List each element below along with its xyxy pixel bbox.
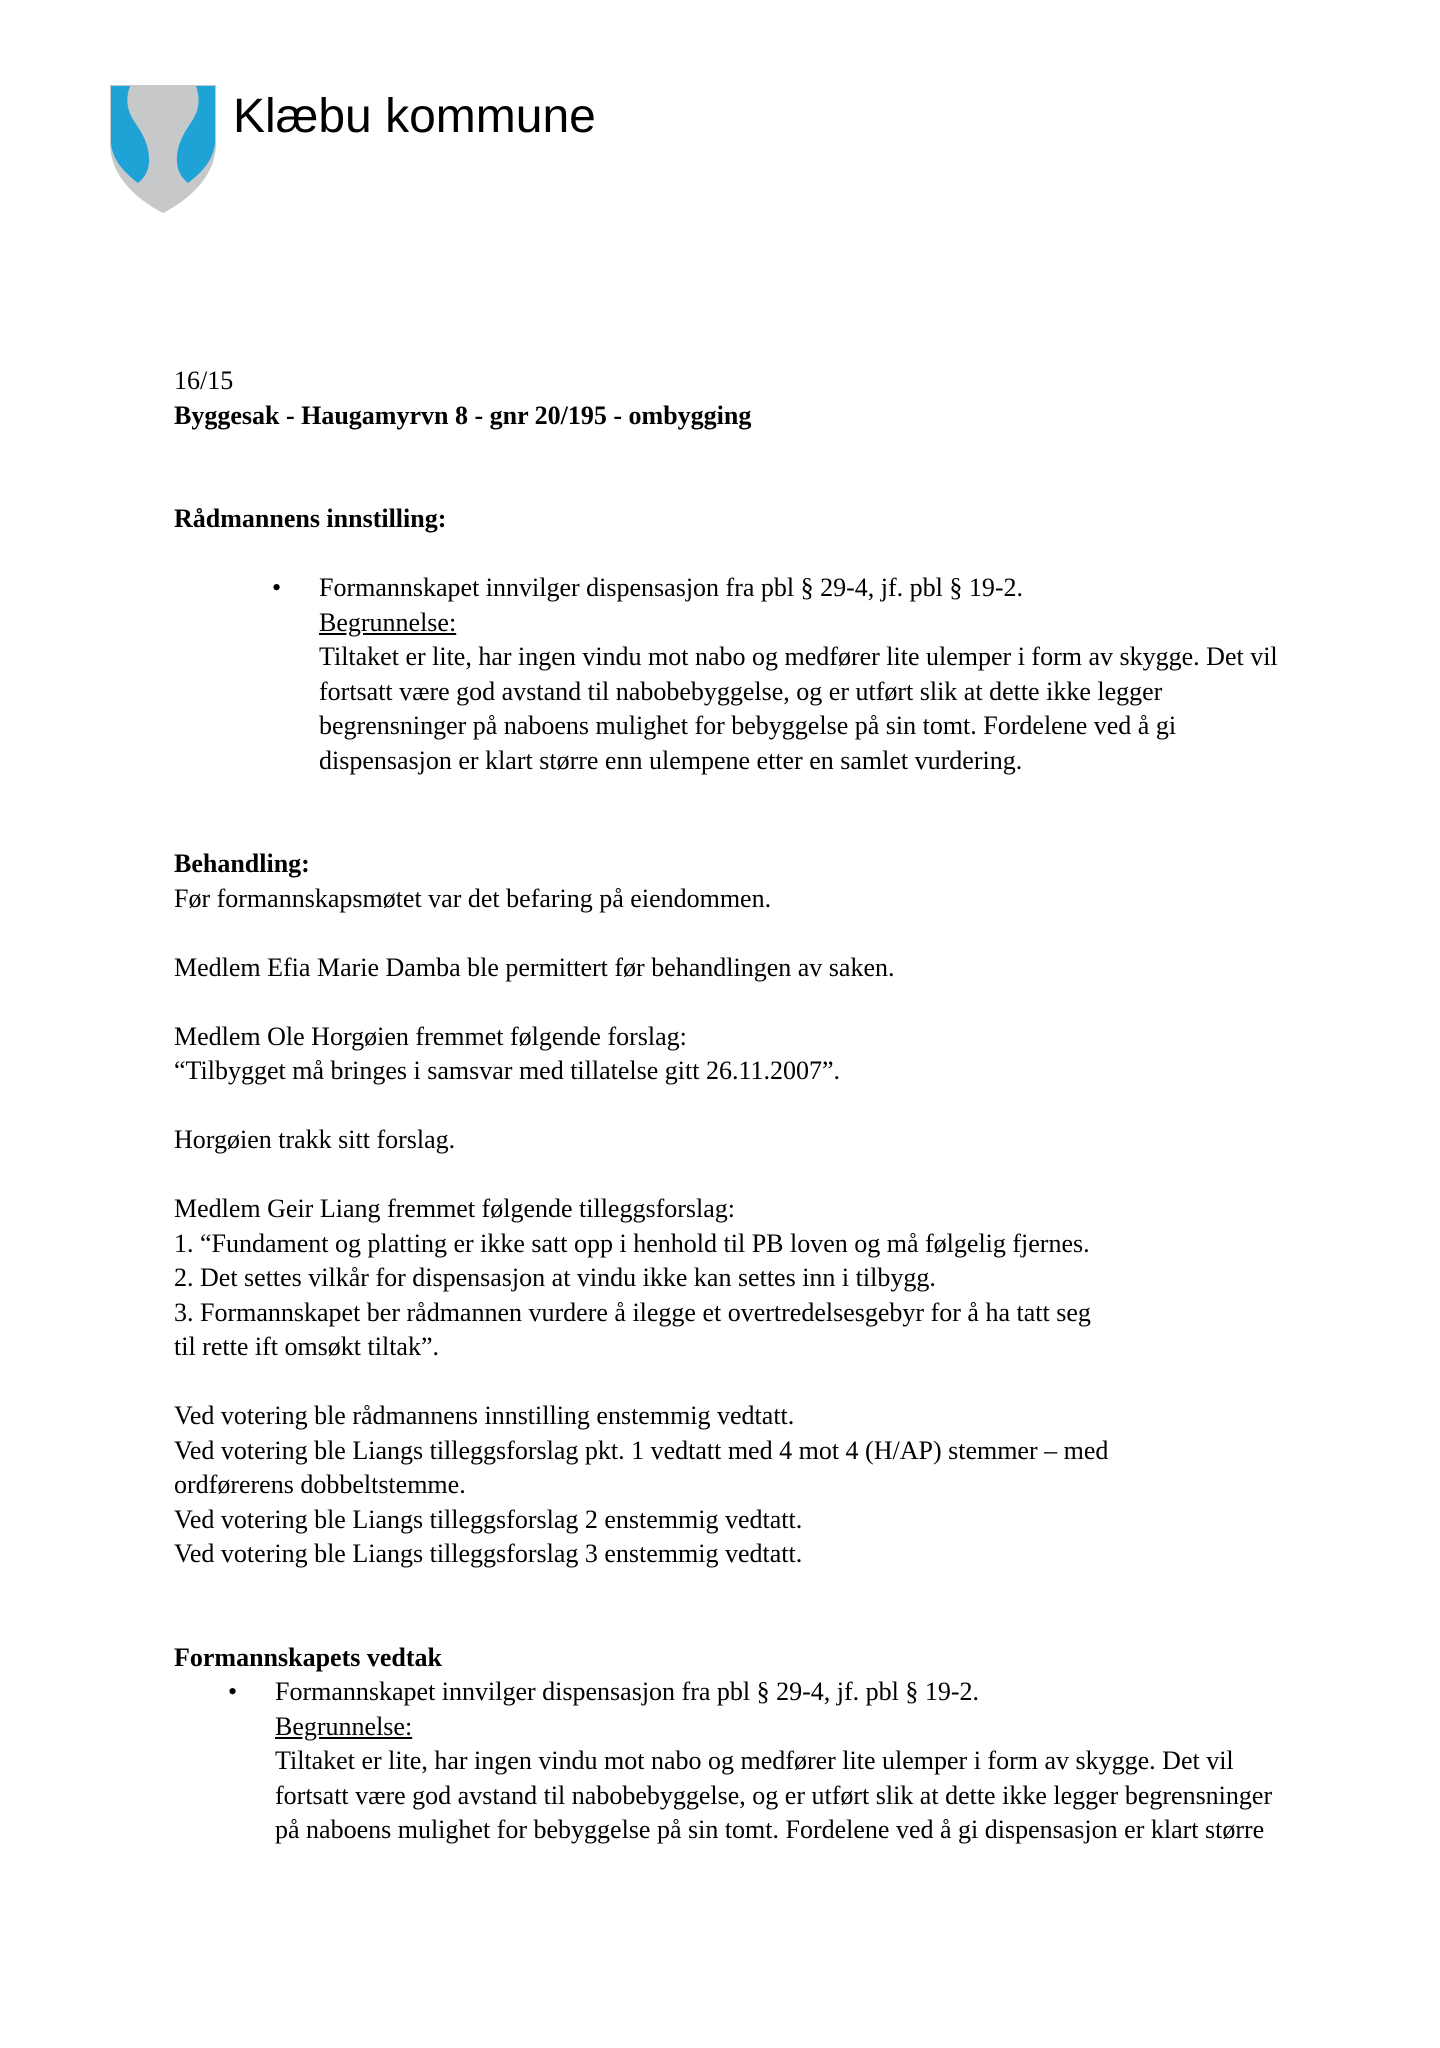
- municipality-logo-icon: [110, 85, 216, 213]
- vote-line: Ved votering ble Liangs tilleggsforslag pkt. 1 vedtatt med 4 mot 4 (H/AP) stemmer – med: [174, 1435, 1109, 1465]
- recommendation-reason-line: dispensasjon er klart større enn ulempene etter en samlet vurdering.: [319, 745, 1023, 775]
- municipality-name: Klæbu kommune: [233, 90, 596, 143]
- decision-item: Formannskapet innvilger dispensasjon fra pbl § 29-4, jf. pbl § 19-2.: [275, 1677, 980, 1706]
- treatment-paragraph: Horgøien trakk sitt forslag.: [174, 1125, 456, 1154]
- proposal-line: 1. “Fundament og platting er ikke satt opp i henhold til PB loven og må følgelig fjernes.: [174, 1228, 1090, 1258]
- recommendation-reason-line: fortsatt være god avstand til nabobebyggelse, og er utført slik at dette ikke legger: [319, 676, 1163, 706]
- decision-reason-line: på naboens mulighet for bebyggelse på sin tomt. Fordelene ved å gi dispensasjon er klart større: [275, 1815, 1265, 1844]
- decision-bullet-item: [174, 1675, 1404, 1848]
- recommendation-heading: Rådmannens innstilling:: [174, 504, 447, 533]
- bullet-icon: •: [272, 573, 282, 602]
- treatment-heading: Behandling:: [174, 849, 310, 878]
- document-body: [174, 364, 1404, 1848]
- recommendation-item: Formannskapet innvilger dispensasjon fra pbl § 29-4, jf. pbl § 19-2.: [319, 573, 1024, 602]
- vote-line: ordførerens dobbeltstemme.: [174, 1470, 466, 1499]
- proposal-line: 2. Det settes vilkår for dispensasjon at vindu ikke kan settes inn i tilbygg.: [174, 1263, 936, 1292]
- decision-heading: Formannskapets vedtak: [174, 1642, 442, 1672]
- proposal-line: til rette ift omsøkt tiltak”.: [174, 1332, 440, 1361]
- proposal-line: Medlem Geir Liang fremmet følgende tilleggsforslag:: [174, 1194, 735, 1223]
- decision-reason-line: Tiltaket er lite, har ingen vindu mot nabo og medfører lite ulemper i form av skygge. Det vil: [275, 1746, 1234, 1775]
- treatment-paragraph: Før formannskapsmøtet var det befaring på eiendommen.: [174, 883, 772, 913]
- bullet-icon: •: [228, 1677, 238, 1706]
- decision-reason-line: fortsatt være god avstand til nabobebyggelse, og er utført slik at dette ikke legger begrensninger: [275, 1780, 1273, 1810]
- decision-reason-label: Begrunnelse:: [275, 1711, 413, 1741]
- recommendation-reason-line: Tiltaket er lite, har ingen vindu mot nabo og medfører lite ulemper i form av skygge. Det vil: [319, 642, 1278, 671]
- case-title: Byggesak - Haugamyrvn 8 - gnr 20/195 - ombygging: [174, 400, 752, 430]
- treatment-paragraph: Medlem Efia Marie Damba ble permittert før behandlingen av saken.: [174, 952, 895, 982]
- case-number: 16/15: [174, 366, 234, 395]
- proposal-line: 3. Formannskapet ber rådmannen vurdere å ilegge et overtredelsesgebyr for å ha tatt seg: [174, 1297, 1091, 1327]
- vote-line: Ved votering ble Liangs tilleggsforslag 3 enstemmig vedtatt.: [174, 1539, 803, 1568]
- treatment-paragraph: Medlem Ole Horgøien fremmet følgende forslag:: [174, 1021, 687, 1051]
- treatment-paragraph: “Tilbygget må bringes i samsvar med tillatelse gitt 26.11.2007”.: [174, 1056, 841, 1085]
- vote-line: Ved votering ble Liangs tilleggsforslag 2 enstemmig vedtatt.: [174, 1504, 803, 1534]
- recommendation-reason-line: begrensninger på naboens mulighet for bebyggelse på sin tomt. Fordelene ved å gi: [319, 711, 1177, 740]
- recommendation-bullet-item: [174, 571, 1404, 778]
- recommendation-reason-label: Begrunnelse:: [319, 607, 457, 637]
- vote-line: Ved votering ble rådmannens innstilling enstemmig vedtatt.: [174, 1401, 795, 1430]
